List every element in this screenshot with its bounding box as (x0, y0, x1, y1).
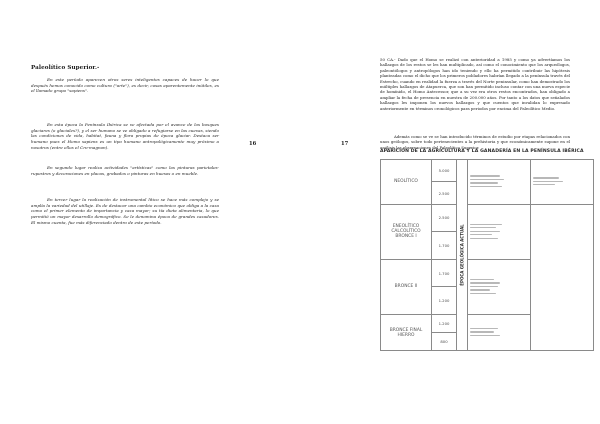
paragraph-2: En esta época la Península Ibérica se ve afectada por el avance de los bosques glaciares (o glaciales?), y el ser humano se ve obligado a refugiarse en las cuevas, siendo las condiciones de vida, habitat, fauna y flora propias de época glaciar. Destaca ser humano pues el Homo sapiens es un tipo humano antropológicamente muy próximo a nosotros (entre ellos el Cro-magnon). (31, 122, 219, 150)
notes-cell (468, 204, 531, 259)
notes-cell (531, 160, 594, 205)
paragraph-4: En tercer lugar la realización de instrumental lítico se hace más complejo y se amplía la variedad del utillaje. Es de destacar una cambio económico que obliga a la caza como el primer elemento de importancia y caza mayor; su tía dieta alimentaria, lo que permitió un mayor desarrollo demográfico. Se le denomina época de grandes cazadores. El mismo cuenta, fue más diferenciado dentro de este período. (31, 197, 219, 225)
date-cell: 800 (432, 332, 457, 350)
geologic-axis (457, 160, 468, 351)
paragraph-1: En este período aparecen otros seres inteligentes capaces de hacer lo que después hemos conocido como cultura ("arte"), es decir, cosas aparentemente inútiles, es el llamado grupo "sapiens". (31, 77, 219, 94)
date-cell: 1.700 (432, 259, 457, 287)
table-title: APARICIÓN DE LA AGRICULTURA Y LA GANADERÍA EN LA PENÍNSULA IBÉRICA (380, 149, 584, 154)
table-row (381, 160, 594, 182)
page-number-right: 17 (341, 141, 349, 147)
period-cell: BRONCE FINAL HIERRO (381, 315, 432, 351)
notes-cell (468, 160, 531, 205)
period-cell: ENEOLÍTICO CALCOLÍTICO BRONCE I (381, 204, 432, 259)
right-paragraph-1: 50 CA.- Dado que el Homo se realizó con anterioridad a 1985 y como ya advertíamos los hallazgos de los restos se les han multiplicado, así como el conocimiento que los arqueólogos, paleontólogos y antropólogos han ido teniendo y ello ha permitido contribuir las hipótesis planteadas como el dicho que los primeros pobladores habrían llegado a la península través del Estrecho, cuando en realidad la fuerza a través del Norte peninsular, como han demostrado los múltiples hallazgos de Atapuerca, que son han permitido incluso contar con una nueva especie de homínido, el Homo Antecessor, que a su vez era otros restos encontrados, han obligado a ampliar la fecha de presencia en nuestra de 200.000 años. Por tanto a los datos que señalados hallazgos les imponen los nuevos hallazgos y que cuentos que invalidan lo expresado anteriormente en términos cronológicos para periodos por encima del Paleolítico Medio. (380, 57, 570, 111)
date-cell: 1.200 (432, 315, 457, 333)
right-paragraph-2: Además como se ve se han introducido términos de estudio por etapas relacionados con unos geólogos, sobre todo pertenecientes a la prehistoria y que económicamente supone en el análisis las observaciones del Paleolítico Superior. (380, 134, 570, 150)
paragraph-3: En segundo lugar realiza actividades "artísticas" como las pinturas parietales-rupestres y decoraciones en placas, grabados o pinturas en huesos o en mueble. (31, 165, 219, 176)
date-cell: 1.700 (432, 232, 457, 260)
axis-label: ÉPOCA GEOLÓGICA ACTUAL (459, 224, 465, 286)
date-cell: 2.500 (432, 182, 457, 204)
table-row (381, 204, 594, 232)
period-cell: NEOLÍTICO (381, 160, 432, 205)
date-cell: 5.000 (432, 160, 457, 182)
date-cell: 2.500 (432, 204, 457, 232)
notes-cell (468, 315, 531, 351)
notes-cell (531, 204, 594, 350)
period-cell: BRONCE II (381, 259, 432, 314)
page-number-left: 16 (249, 141, 257, 147)
date-cell: 1.200 (432, 287, 457, 315)
chronology-table (380, 159, 594, 351)
section-heading: Paleolítico Superior.- (31, 65, 100, 71)
notes-cell (468, 259, 531, 314)
